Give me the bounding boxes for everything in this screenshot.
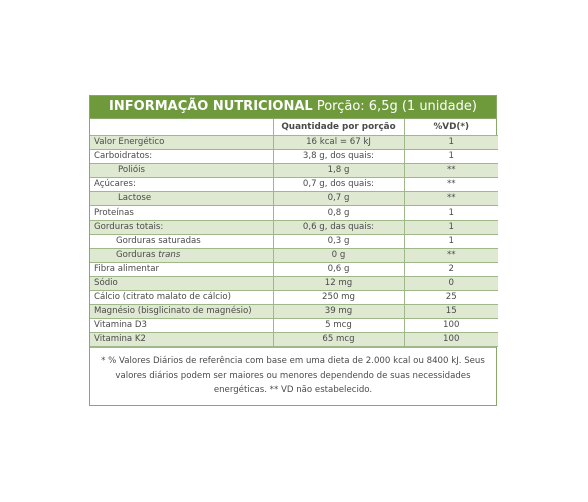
nutrient-quantity: 65 mcg bbox=[273, 333, 404, 347]
table-row bbox=[90, 248, 498, 262]
nutrient-quantity: 0,8 g bbox=[273, 206, 404, 220]
nutrient-name: Vitamina D3 bbox=[90, 319, 273, 333]
nutrient-name-prefix: Gorduras bbox=[116, 249, 159, 260]
nutrient-quantity: 39 mg bbox=[273, 305, 404, 319]
table-row bbox=[90, 150, 498, 164]
table-row bbox=[90, 333, 498, 347]
table-row bbox=[90, 276, 498, 290]
table-header-row bbox=[90, 119, 498, 136]
nutrient-name: Carboidratos: bbox=[90, 150, 273, 164]
nutrient-vd: ** bbox=[404, 164, 498, 178]
footnote-line: energéticas. ** VD não estabelecido. bbox=[213, 385, 373, 396]
nutrient-vd: 15 bbox=[404, 305, 498, 319]
nutrient-vd: 1 bbox=[404, 220, 498, 234]
table-row bbox=[90, 262, 498, 276]
nutrient-quantity: 16 kcal = 67 kJ bbox=[273, 136, 404, 150]
nutrition-facts-panel bbox=[89, 95, 497, 406]
nutrient-vd: ** bbox=[404, 178, 498, 192]
nutrient-quantity: 1,8 g bbox=[273, 164, 404, 178]
table-row bbox=[90, 291, 498, 305]
nutrient-name-italic: trans bbox=[158, 249, 181, 260]
nutrient-name: Açúcares: bbox=[90, 178, 273, 192]
nutrient-quantity: 0 g bbox=[273, 248, 404, 262]
table-row bbox=[90, 192, 498, 206]
nutrition-title-bold: INFORMAÇÃO NUTRICIONAL bbox=[109, 99, 313, 114]
table-row bbox=[90, 164, 498, 178]
nutrient-quantity: 0,6 g bbox=[273, 262, 404, 276]
nutrient-quantity: 0,3 g bbox=[273, 234, 404, 248]
nutrient-vd: 0 bbox=[404, 276, 498, 290]
nutrient-name: Valor Energético bbox=[90, 136, 273, 150]
nutrient-vd: 25 bbox=[404, 291, 498, 305]
nutrient-quantity: 3,8 g, dos quais: bbox=[273, 150, 404, 164]
nutrient-name: Proteínas bbox=[90, 206, 273, 220]
nutrient-vd: 1 bbox=[404, 150, 498, 164]
nutrient-vd: 100 bbox=[404, 319, 498, 333]
nutrient-vd: 1 bbox=[404, 136, 498, 150]
footnote bbox=[90, 347, 496, 405]
nutrient-name: Cálcio (citrato malato de cálcio) bbox=[90, 291, 273, 305]
table-row bbox=[90, 305, 498, 319]
nutrient-name: Fibra alimentar bbox=[90, 262, 273, 276]
nutrient-quantity: 250 mg bbox=[273, 291, 404, 305]
nutrition-table bbox=[90, 119, 498, 347]
serving-size: Porção: 6,5g (1 unidade) bbox=[312, 99, 477, 114]
nutrient-vd: ** bbox=[404, 192, 498, 206]
header-vd: %VD(*) bbox=[404, 119, 498, 136]
nutrient-name bbox=[90, 248, 273, 262]
nutrient-quantity: 12 mg bbox=[273, 276, 404, 290]
table-row bbox=[90, 178, 498, 192]
nutrition-title bbox=[90, 96, 496, 119]
footnote-line: * % Valores Diários de referência com base em uma dieta de 2.000 kcal ou 8400 kJ. Seus bbox=[101, 356, 485, 367]
nutrient-vd: 1 bbox=[404, 206, 498, 220]
nutrient-quantity: 0,6 g, das quais: bbox=[273, 220, 404, 234]
table-row bbox=[90, 206, 498, 220]
header-blank-cell bbox=[90, 119, 273, 136]
nutrient-name: Gorduras totais: bbox=[90, 220, 273, 234]
header-quantity: Quantidade por porção bbox=[273, 119, 404, 136]
table-row bbox=[90, 136, 498, 150]
footnote-line: valores diários podem ser maiores ou menores dependendo de suas necessidades bbox=[115, 370, 471, 381]
nutrient-name: Magnésio (bisglicinato de magnésio) bbox=[90, 305, 273, 319]
nutrient-name: Lactose bbox=[90, 192, 273, 206]
nutrient-quantity: 0,7 g, dos quais: bbox=[273, 178, 404, 192]
nutrient-name: Gorduras saturadas bbox=[90, 234, 273, 248]
table-row bbox=[90, 220, 498, 234]
table-row bbox=[90, 319, 498, 333]
nutrient-name: Vitamina K2 bbox=[90, 333, 273, 347]
nutrient-quantity: 0,7 g bbox=[273, 192, 404, 206]
nutrient-vd: ** bbox=[404, 248, 498, 262]
nutrient-name: Sódio bbox=[90, 276, 273, 290]
nutrient-name: Polióis bbox=[90, 164, 273, 178]
nutrient-vd: 1 bbox=[404, 234, 498, 248]
table-row bbox=[90, 234, 498, 248]
nutrient-vd: 100 bbox=[404, 333, 498, 347]
nutrient-quantity: 5 mcg bbox=[273, 319, 404, 333]
nutrient-vd: 2 bbox=[404, 262, 498, 276]
